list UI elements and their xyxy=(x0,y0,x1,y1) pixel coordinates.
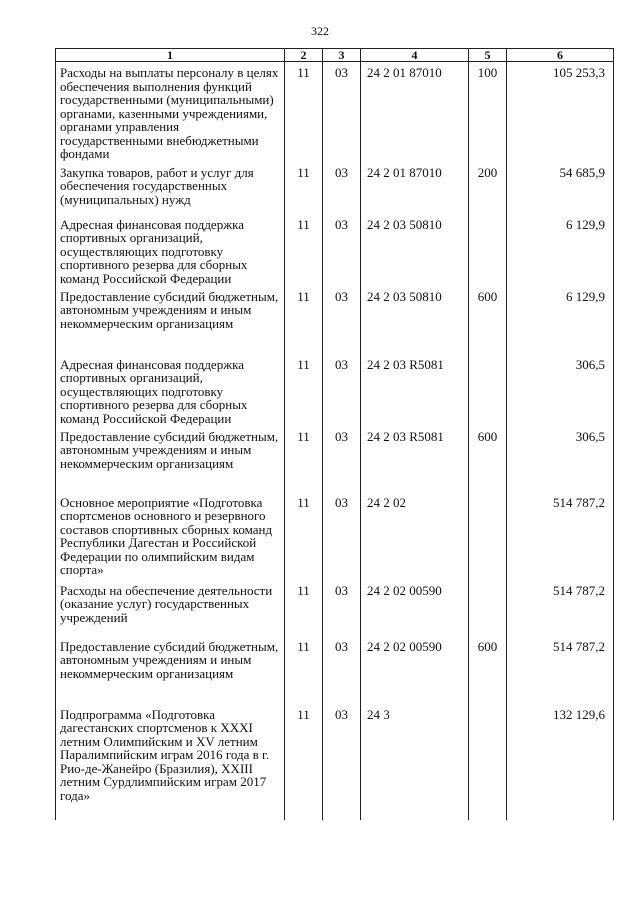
expense-type-code xyxy=(469,704,507,820)
page-number: 322 xyxy=(311,24,329,38)
target-article-code: 24 2 02 00590 xyxy=(361,636,469,704)
table-row xyxy=(56,492,614,580)
table-row xyxy=(56,214,614,286)
expense-type-code xyxy=(469,492,507,580)
column-header: 2 xyxy=(285,49,323,62)
section-code: 11 xyxy=(285,214,323,286)
budget-table xyxy=(55,48,614,820)
row-description: Адресная финансовая поддержка спортивных организаций, осуществляющих подготовку спортивного резерва для сборных команд Российской Федерации xyxy=(56,214,285,286)
subsection-code: 03 xyxy=(323,704,361,820)
expense-type-code: 600 xyxy=(469,426,507,492)
row-description: Основное мероприятие «Подготовка спортсменов основного и резервного составов спортивных сборных команд Республики Дагестан и Российской Федерации по олимпийским видам спорта» xyxy=(56,492,285,580)
amount: 306,5 xyxy=(507,426,614,492)
table-header-row xyxy=(56,49,614,62)
table-row xyxy=(56,580,614,636)
amount: 514 787,2 xyxy=(507,636,614,704)
section-code: 11 xyxy=(285,492,323,580)
subsection-code: 03 xyxy=(323,354,361,426)
row-description: Закупка товаров, работ и услуг для обеспечения государственных (муниципальных) нужд xyxy=(56,162,285,214)
row-description: Предоставление субсидий бюджетным, автономным учреждениям и иным некоммерческим организациям xyxy=(56,426,285,492)
subsection-code: 03 xyxy=(323,62,361,162)
target-article-code: 24 2 03 50810 xyxy=(361,214,469,286)
table-row xyxy=(56,354,614,426)
section-code: 11 xyxy=(285,704,323,820)
row-description: Подпрограмма «Подготовка дагестанских спортсменов к XXXI летним Олимпийским и XV летним Паралимпийским играм 2016 года в г. Рио-де-Жанейро (Бразилия), XXIII летним Сурдлимпийским играм 2017 года» xyxy=(56,704,285,820)
row-description: Расходы на обеспечение деятельности (оказание услуг) государственных учреждений xyxy=(56,580,285,636)
expense-type-code: 600 xyxy=(469,636,507,704)
section-code: 11 xyxy=(285,354,323,426)
target-article-code: 24 3 xyxy=(361,704,469,820)
section-code: 11 xyxy=(285,636,323,704)
target-article-code: 24 2 01 87010 xyxy=(361,162,469,214)
row-description: Расходы на выплаты персоналу в целях обеспечения выполнения функций государственными (муниципальными) органами, казенными учреждениями, органами управления государственными внебюджетными фондами xyxy=(56,62,285,162)
amount: 6 129,9 xyxy=(507,214,614,286)
amount: 306,5 xyxy=(507,354,614,426)
expense-type-code: 200 xyxy=(469,162,507,214)
subsection-code: 03 xyxy=(323,286,361,354)
expense-type-code xyxy=(469,214,507,286)
subsection-code: 03 xyxy=(323,492,361,580)
section-code: 11 xyxy=(285,580,323,636)
table-row xyxy=(56,636,614,704)
target-article-code: 24 2 02 xyxy=(361,492,469,580)
expense-type-code: 600 xyxy=(469,286,507,354)
subsection-code: 03 xyxy=(323,580,361,636)
subsection-code: 03 xyxy=(323,162,361,214)
subsection-code: 03 xyxy=(323,636,361,704)
row-description: Предоставление субсидий бюджетным, автономным учреждениям и иным некоммерческим организациям xyxy=(56,636,285,704)
table-row xyxy=(56,162,614,214)
subsection-code: 03 xyxy=(323,214,361,286)
section-code: 11 xyxy=(285,426,323,492)
column-header: 5 xyxy=(469,49,507,62)
expense-type-code xyxy=(469,580,507,636)
table-row xyxy=(56,426,614,492)
expense-type-code xyxy=(469,354,507,426)
amount: 514 787,2 xyxy=(507,492,614,580)
section-code: 11 xyxy=(285,62,323,162)
section-code: 11 xyxy=(285,286,323,354)
amount: 54 685,9 xyxy=(507,162,614,214)
expense-type-code: 100 xyxy=(469,62,507,162)
column-header: 6 xyxy=(507,49,614,62)
amount: 132 129,6 xyxy=(507,704,614,820)
target-article-code: 24 2 03 R5081 xyxy=(361,354,469,426)
subsection-code: 03 xyxy=(323,426,361,492)
row-description: Адресная финансовая поддержка спортивных организаций, осуществляющих подготовку спортивного резерва для сборных команд Российской Федерации xyxy=(56,354,285,426)
amount: 6 129,9 xyxy=(507,286,614,354)
column-header: 1 xyxy=(56,49,285,62)
amount: 105 253,3 xyxy=(507,62,614,162)
target-article-code: 24 2 03 R5081 xyxy=(361,426,469,492)
section-code: 11 xyxy=(285,162,323,214)
column-header: 4 xyxy=(361,49,469,62)
table-row xyxy=(56,704,614,820)
target-article-code: 24 2 03 50810 xyxy=(361,286,469,354)
table-row xyxy=(56,286,614,354)
column-header: 3 xyxy=(323,49,361,62)
target-article-code: 24 2 01 87010 xyxy=(361,62,469,162)
amount: 514 787,2 xyxy=(507,580,614,636)
target-article-code: 24 2 02 00590 xyxy=(361,580,469,636)
row-description: Предоставление субсидий бюджетным, автономным учреждениям и иным некоммерческим организациям xyxy=(56,286,285,354)
table-row xyxy=(56,62,614,162)
